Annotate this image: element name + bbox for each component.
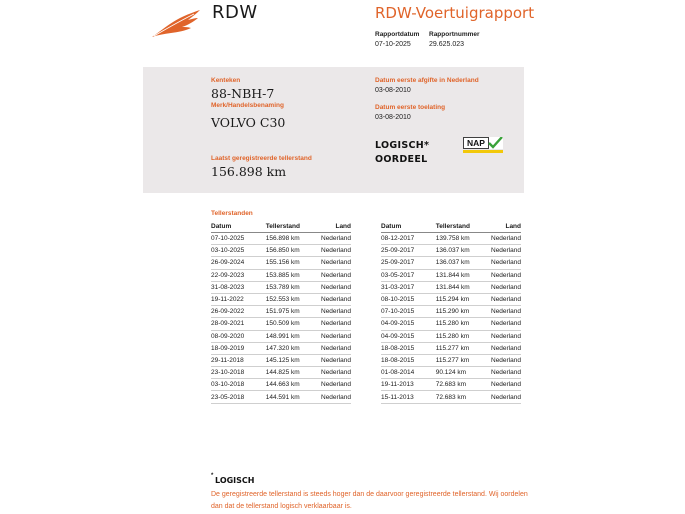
row-datum: 31-03-2017 <box>381 281 436 293</box>
row-datum: 26-09-2022 <box>211 306 266 318</box>
col-datum: Datum <box>381 221 436 233</box>
table-row <box>381 233 521 245</box>
row-datum: 18-08-2015 <box>381 342 436 354</box>
row-tellerstand: 136.037 km <box>436 257 491 269</box>
vehicle-info-panel <box>143 67 524 193</box>
col-land: Land <box>491 221 521 233</box>
row-land: Nederland <box>491 306 521 318</box>
table-row <box>381 330 521 342</box>
row-datum: 08-10-2015 <box>381 293 436 305</box>
row-datum: 23-10-2018 <box>211 367 266 379</box>
row-tellerstand: 131.844 km <box>436 281 491 293</box>
row-land: Nederland <box>321 318 351 330</box>
row-tellerstand: 136.037 km <box>436 245 491 257</box>
merk-value: VOLVO C30 <box>211 115 286 130</box>
row-tellerstand: 144.663 km <box>266 379 321 391</box>
table-row <box>211 233 351 245</box>
table-header-row <box>381 221 521 233</box>
row-land: Nederland <box>491 257 521 269</box>
col-tellerstand: Tellerstand <box>436 221 491 233</box>
eerste-afgifte-value: 03-08-2010 <box>375 87 411 94</box>
row-land: Nederland <box>491 281 521 293</box>
row-datum: 28-09-2021 <box>211 318 266 330</box>
row-datum: 18-08-2015 <box>381 354 436 366</box>
table-row <box>211 257 351 269</box>
table-row <box>381 281 521 293</box>
row-land: Nederland <box>491 318 521 330</box>
row-land: Nederland <box>491 379 521 391</box>
report-number-value: 29.625.023 <box>429 41 465 48</box>
eerste-toelating-value: 03-08-2010 <box>375 114 411 121</box>
eerste-afgifte-label: Datum eerste afgifte in Nederland <box>375 77 479 84</box>
report-date-value: 07-10-2025 <box>375 41 411 48</box>
row-tellerstand: 72.683 km <box>436 391 491 403</box>
table-row <box>381 391 521 403</box>
row-land: Nederland <box>491 342 521 354</box>
table-row <box>381 379 521 391</box>
table-row <box>211 269 351 281</box>
nap-text: NAP <box>467 138 485 148</box>
table-row <box>381 318 521 330</box>
row-datum: 26-09-2024 <box>211 257 266 269</box>
row-tellerstand: 115.277 km <box>436 354 491 366</box>
table-header-row <box>211 221 351 233</box>
table-row <box>211 354 351 366</box>
footer-title: LOGISCH <box>215 476 255 485</box>
merk-label: Merk/Handelsbenaming <box>211 102 284 109</box>
row-tellerstand: 148.991 km <box>266 330 321 342</box>
row-datum: 07-10-2025 <box>211 233 266 245</box>
row-datum: 04-09-2015 <box>381 330 436 342</box>
oordeel-line-2: OORDEEL <box>375 154 428 165</box>
row-land: Nederland <box>321 391 351 403</box>
oordeel-line-1: LOGISCH* <box>375 140 430 151</box>
row-tellerstand: 90.124 km <box>436 367 491 379</box>
row-datum: 03-05-2017 <box>381 269 436 281</box>
row-tellerstand: 115.277 km <box>436 342 491 354</box>
row-datum: 15-11-2013 <box>381 391 436 403</box>
table-row <box>381 269 521 281</box>
table-row <box>381 257 521 269</box>
footer-text: De geregistreerde tellerstand is steeds hoger dan de daarvoor geregistreerde tellerstand. Wij oordelen dan dat de tellerstand logisch verklaarbaar is. <box>211 491 528 510</box>
table-row <box>381 245 521 257</box>
row-land: Nederland <box>321 269 351 281</box>
table-row <box>211 281 351 293</box>
row-datum: 19-11-2022 <box>211 293 266 305</box>
row-datum: 25-09-2017 <box>381 245 436 257</box>
row-datum: 08-12-2017 <box>381 233 436 245</box>
row-tellerstand: 144.825 km <box>266 367 321 379</box>
oordeel-text <box>375 139 429 167</box>
row-datum: 07-10-2015 <box>381 306 436 318</box>
row-tellerstand: 131.844 km <box>436 269 491 281</box>
row-land: Nederland <box>321 342 351 354</box>
row-tellerstand: 150.509 km <box>266 318 321 330</box>
row-tellerstand: 156.850 km <box>266 245 321 257</box>
row-land: Nederland <box>321 306 351 318</box>
footer-star: * <box>211 473 214 479</box>
kenteken-label: Kenteken <box>211 77 241 84</box>
row-tellerstand: 145.125 km <box>266 354 321 366</box>
row-tellerstand: 115.294 km <box>436 293 491 305</box>
row-land: Nederland <box>321 367 351 379</box>
row-land: Nederland <box>321 354 351 366</box>
row-datum: 03-10-2025 <box>211 245 266 257</box>
row-land: Nederland <box>321 281 351 293</box>
row-land: Nederland <box>321 233 351 245</box>
eerste-toelating-label: Datum eerste toelating <box>375 104 446 111</box>
row-tellerstand: 151.975 km <box>266 306 321 318</box>
table-row <box>381 293 521 305</box>
tellerstanden-table-left <box>211 221 351 404</box>
table-row <box>211 379 351 391</box>
table-row <box>211 367 351 379</box>
table-row <box>381 367 521 379</box>
row-tellerstand: 144.591 km <box>266 391 321 403</box>
table-row <box>211 342 351 354</box>
row-datum: 23-05-2018 <box>211 391 266 403</box>
col-land: Land <box>321 221 351 233</box>
report-title: RDW-Voertuigrapport <box>375 4 535 22</box>
row-datum: 31-08-2023 <box>211 281 266 293</box>
row-land: Nederland <box>321 293 351 305</box>
table-row <box>211 318 351 330</box>
row-datum: 29-11-2018 <box>211 354 266 366</box>
row-land: Nederland <box>491 391 521 403</box>
row-datum: 04-09-2015 <box>381 318 436 330</box>
row-land: Nederland <box>491 233 521 245</box>
table-row <box>211 293 351 305</box>
tellerstanden-title: Tellerstanden <box>211 210 253 217</box>
nap-check-icon <box>463 137 503 151</box>
row-land: Nederland <box>321 330 351 342</box>
row-tellerstand: 147.320 km <box>266 342 321 354</box>
row-tellerstand: 153.885 km <box>266 269 321 281</box>
table-row <box>211 391 351 403</box>
row-land: Nederland <box>321 257 351 269</box>
row-datum: 08-09-2020 <box>211 330 266 342</box>
row-land: Nederland <box>491 269 521 281</box>
row-datum: 25-09-2017 <box>381 257 436 269</box>
row-datum: 18-09-2019 <box>211 342 266 354</box>
table-row <box>211 306 351 318</box>
table-row <box>381 342 521 354</box>
row-tellerstand: 115.290 km <box>436 306 491 318</box>
panel-notch <box>143 183 181 193</box>
row-land: Nederland <box>491 367 521 379</box>
row-land: Nederland <box>321 379 351 391</box>
table-row <box>381 306 521 318</box>
logo-text: RDW <box>212 2 258 23</box>
col-datum: Datum <box>211 221 266 233</box>
row-land: Nederland <box>321 245 351 257</box>
row-tellerstand: 115.280 km <box>436 330 491 342</box>
rdw-feather-icon <box>150 8 202 40</box>
row-tellerstand: 72.683 km <box>436 379 491 391</box>
row-tellerstand: 155.156 km <box>266 257 321 269</box>
row-land: Nederland <box>491 245 521 257</box>
tellerstanden-table-right <box>381 221 521 404</box>
report-number-label: Rapportnummer <box>429 31 480 38</box>
table-row <box>211 245 351 257</box>
col-tellerstand: Tellerstand <box>266 221 321 233</box>
row-tellerstand: 152.553 km <box>266 293 321 305</box>
row-tellerstand: 156.898 km <box>266 233 321 245</box>
table-row <box>381 354 521 366</box>
kenteken-value: 88-NBH-7 <box>211 86 275 101</box>
row-datum: 19-11-2013 <box>381 379 436 391</box>
row-datum: 01-08-2014 <box>381 367 436 379</box>
row-tellerstand: 139.758 km <box>436 233 491 245</box>
row-land: Nederland <box>491 330 521 342</box>
row-land: Nederland <box>491 354 521 366</box>
row-tellerstand: 115.280 km <box>436 318 491 330</box>
teller-value: 156.898 km <box>211 164 287 179</box>
report-date-label: Rapportdatum <box>375 31 420 38</box>
table-row <box>211 330 351 342</box>
nap-yellow-bar <box>463 150 503 153</box>
row-datum: 03-10-2018 <box>211 379 266 391</box>
row-land: Nederland <box>491 293 521 305</box>
row-datum: 22-09-2023 <box>211 269 266 281</box>
row-tellerstand: 153.789 km <box>266 281 321 293</box>
teller-label: Laatst geregistreerde tellerstand <box>211 155 312 162</box>
